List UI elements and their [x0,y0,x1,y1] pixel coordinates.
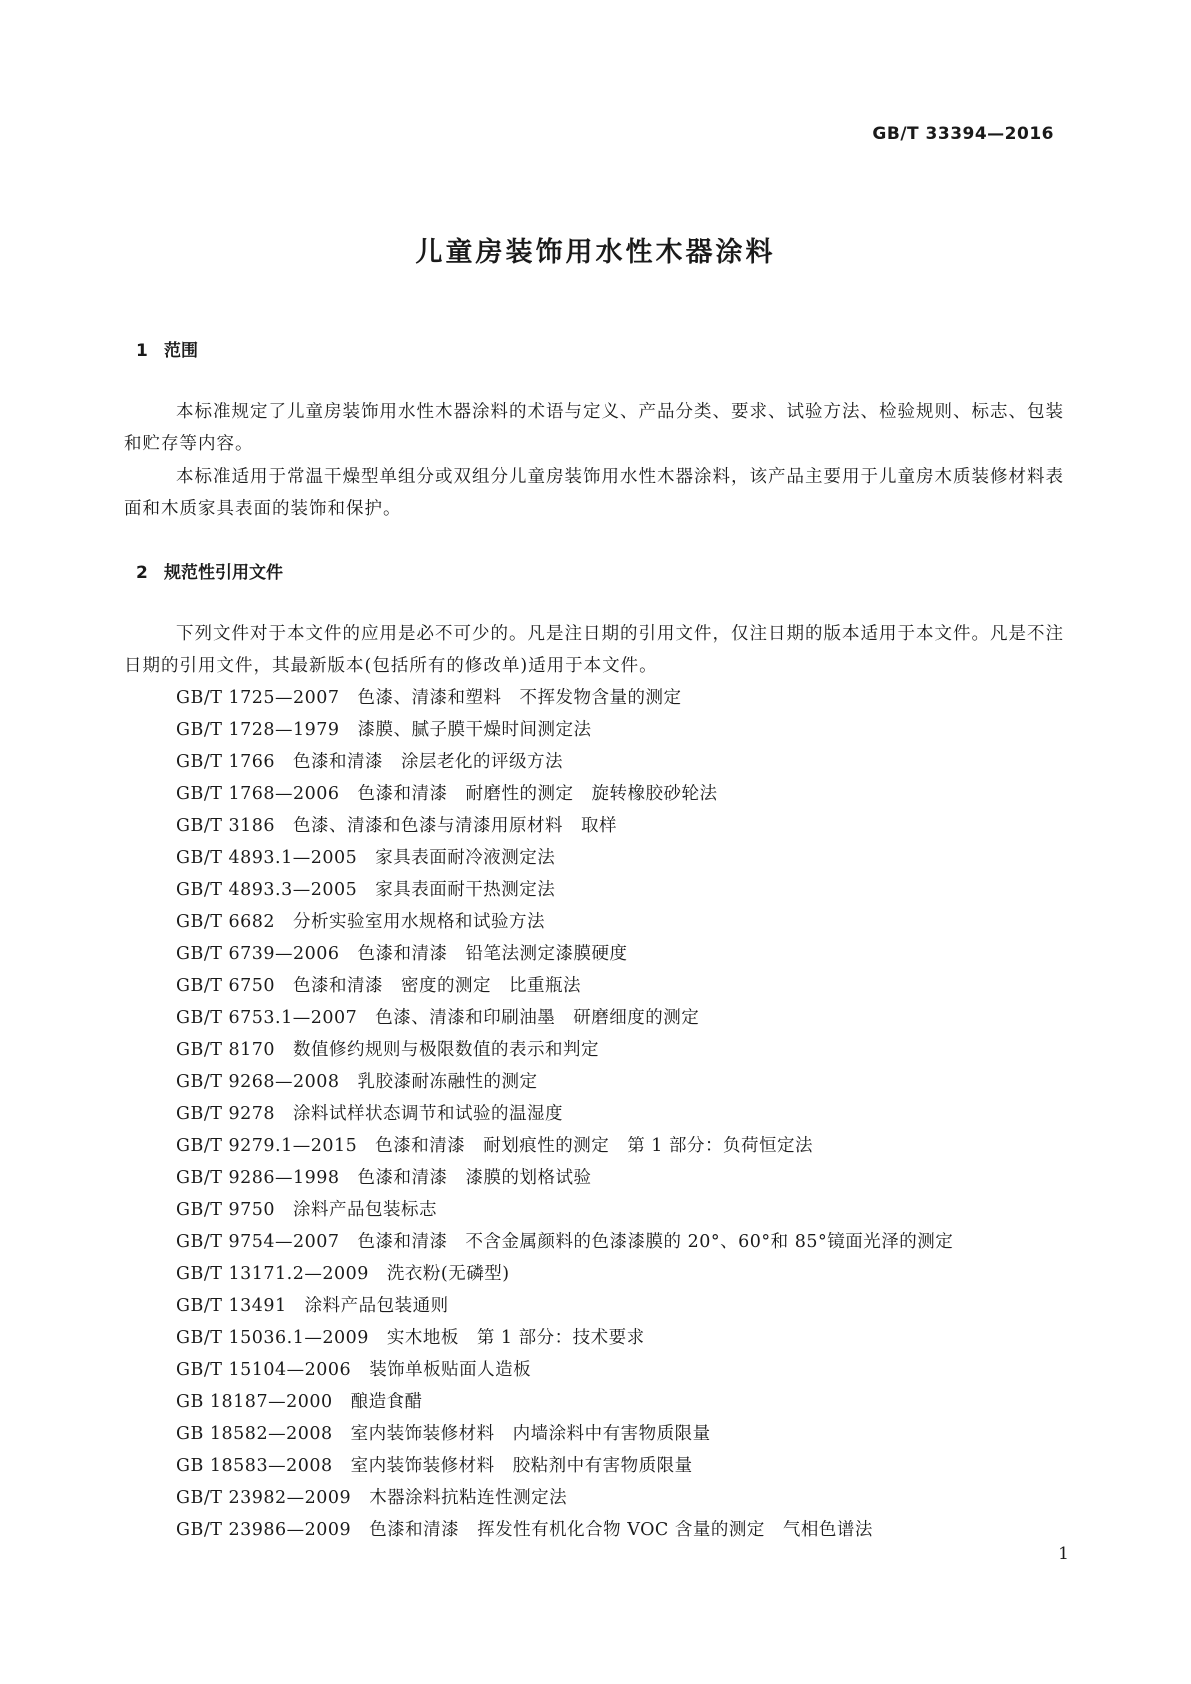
reference-code: GB/T 6750 [176,976,276,996]
reference-title: 色漆和清漆 漆膜的划格试验 [357,1168,592,1188]
reference-item [176,842,953,874]
reference-item [176,1162,953,1194]
reference-item [176,1034,953,1066]
reference-code: GB/T 15036.1—2009 [176,1328,369,1348]
reference-title: 色漆、清漆和印刷油墨 研磨细度的测定 [375,1008,700,1028]
reference-code: GB/T 9754—2007 [176,1232,340,1252]
standard-code: GB/T 33394—2016 [872,124,1054,144]
reference-item [176,1354,953,1386]
reference-item [176,970,953,1002]
reference-item [176,1194,953,1226]
reference-code: GB/T 23986—2009 [176,1520,352,1540]
reference-title: 色漆和清漆 挥发性有机化合物 VOC 含量的测定 气相色谱法 [369,1520,873,1540]
reference-item [176,1514,953,1546]
reference-code: GB/T 1766 [176,752,276,772]
reference-item [176,1066,953,1098]
reference-title: 色漆、清漆和色漆与清漆用原材料 取样 [293,816,618,836]
reference-title: 木器涂料抗粘连性测定法 [369,1488,568,1508]
reference-code: GB/T 6753.1—2007 [176,1008,358,1028]
reference-item [176,1258,953,1290]
reference-item [176,1098,953,1130]
reference-title: 色漆和清漆 涂层老化的评级方法 [293,752,564,772]
reference-item [176,1450,953,1482]
reference-code: GB/T 13171.2—2009 [176,1264,369,1284]
reference-item [176,746,953,778]
reference-code: GB 18187—2000 [176,1392,333,1412]
reference-code: GB/T 8170 [176,1040,276,1060]
reference-item [176,682,953,714]
reference-title: 家具表面耐冷液测定法 [375,848,556,868]
reference-code: GB/T 9278 [176,1104,276,1124]
section-heading-normative-references [136,558,283,583]
reference-title: 色漆和清漆 耐划痕性的测定 第 1 部分：负荷恒定法 [375,1136,814,1156]
paragraph: 下列文件对于本文件的应用是必不可少的。凡是注日期的引用文件，仅注日期的版本适用于本文件。凡是不注日期的引用文件，其最新版本(包括所有的修改单)适用于本文件。 [124,624,1064,676]
reference-item [176,1002,953,1034]
reference-title: 数值修约规则与极限数值的表示和判定 [293,1040,600,1060]
reference-title: 色漆和清漆 密度的测定 比重瓶法 [293,976,582,996]
reference-title: 色漆和清漆 不含金属颜料的色漆漆膜的 20°、60°和 85°镜面光泽的测定 [357,1232,954,1252]
reference-title: 装饰单板贴面人造板 [369,1360,532,1380]
reference-title: 室内装饰装修材料 胶粘剂中有害物质限量 [350,1456,693,1476]
reference-code: GB/T 6682 [176,912,276,932]
reference-code: GB/T 4893.1—2005 [176,848,358,868]
reference-item [176,1130,953,1162]
reference-code: GB/T 9268—2008 [176,1072,340,1092]
reference-item [176,906,953,938]
section-heading-scope [136,336,198,361]
reference-item [176,1386,953,1418]
document-title: 儿童房装饰用水性木器涂料 [415,237,776,268]
reference-title: 乳胶漆耐冻融性的测定 [357,1072,538,1092]
reference-code: GB/T 4893.3—2005 [176,880,358,900]
paragraph: 本标准适用于常温干燥型单组分或双组分儿童房装饰用水性木器涂料，该产品主要用于儿童房木质装修材料表面和木质家具表面的装饰和保护。 [124,467,1064,519]
reference-code: GB/T 15104—2006 [176,1360,352,1380]
reference-item [176,1322,953,1354]
reference-title: 色漆和清漆 铅笔法测定漆膜硬度 [357,944,628,964]
reference-item [176,1226,953,1258]
reference-item [176,810,953,842]
paragraph: 本标准规定了儿童房装饰用水性木器涂料的术语与定义、产品分类、要求、试验方法、检验规则、标志、包装和贮存等内容。 [124,402,1064,454]
reference-code: GB/T 9750 [176,1200,276,1220]
reference-title: 分析实验室用水规格和试验方法 [293,912,546,932]
reference-code: GB/T 3186 [176,816,276,836]
reference-title: 涂料产品包装标志 [293,1200,438,1220]
reference-code: GB/T 23982—2009 [176,1488,352,1508]
reference-code: GB/T 9286—1998 [176,1168,340,1188]
reference-item [176,778,953,810]
reference-code: GB/T 6739—2006 [176,944,340,964]
section-title: 范围 [164,341,198,361]
reference-title: 涂料产品包装通则 [304,1296,449,1316]
reference-title: 家具表面耐干热测定法 [375,880,556,900]
reference-code: GB 18582—2008 [176,1424,333,1444]
reference-title: 酿造食醋 [350,1392,423,1412]
reference-title: 色漆和清漆 耐磨性的测定 旋转橡胶砂轮法 [357,784,718,804]
reference-title: 色漆、清漆和塑料 不挥发物含量的测定 [357,688,682,708]
reference-item [176,874,953,906]
reference-item [176,714,953,746]
reference-code: GB 18583—2008 [176,1456,333,1476]
reference-code: GB/T 9279.1—2015 [176,1136,358,1156]
reference-code: GB/T 1725—2007 [176,688,340,708]
reference-code: GB/T 13491 [176,1296,287,1316]
reference-code: GB/T 1728—1979 [176,720,340,740]
section-number: 1 [136,341,148,361]
reference-item [176,1290,953,1322]
reference-code: GB/T 1768—2006 [176,784,340,804]
reference-list [176,682,953,1546]
reference-title: 实木地板 第 1 部分：技术要求 [386,1328,645,1348]
reference-item [176,1482,953,1514]
reference-title: 洗衣粉(无磷型) [386,1264,510,1284]
reference-item [176,1418,953,1450]
reference-title: 涂料试样状态调节和试验的温湿度 [293,1104,564,1124]
page-number: 1 [1058,1544,1069,1564]
section-number: 2 [136,563,148,583]
reference-item [176,938,953,970]
reference-title: 室内装饰装修材料 内墙涂料中有害物质限量 [350,1424,711,1444]
section-title: 规范性引用文件 [164,563,283,583]
reference-title: 漆膜、腻子膜干燥时间测定法 [357,720,592,740]
